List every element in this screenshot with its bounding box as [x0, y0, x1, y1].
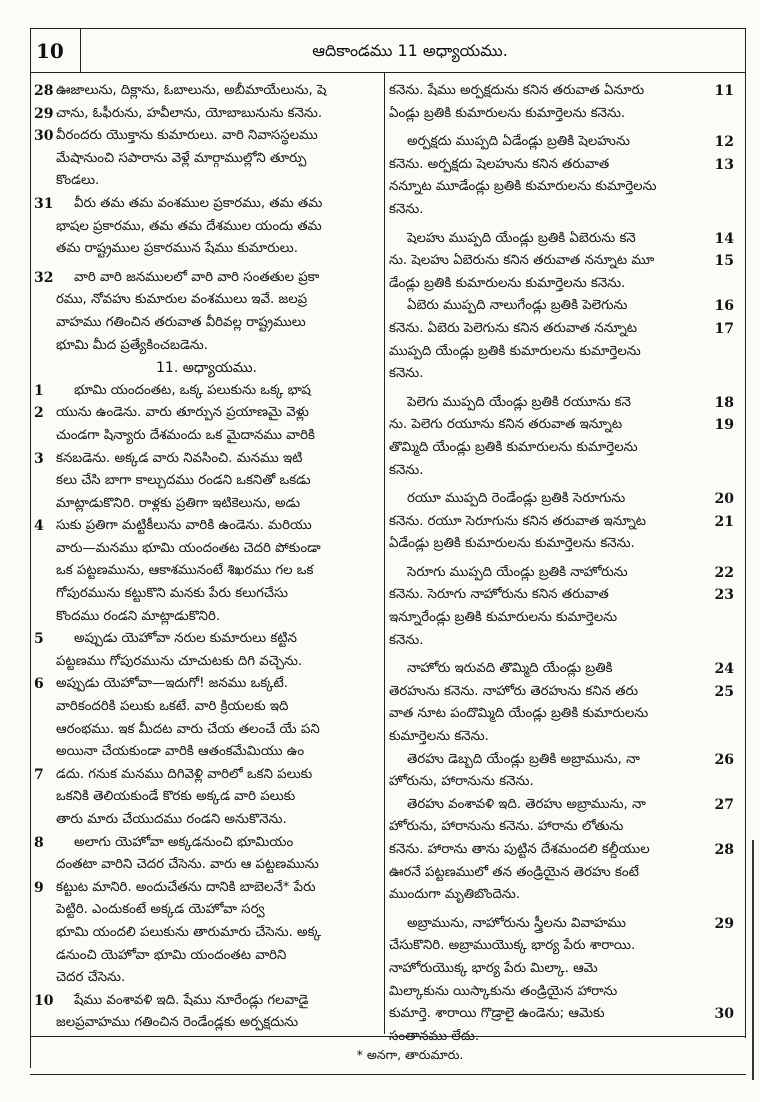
text-line — [389, 228, 734, 251]
text-line — [389, 103, 734, 126]
line-text: కుమార్తెలను కనెను. — [389, 729, 489, 745]
line-text: ఏడేండ్లు బ్రతికి కుమారులను కుమార్తెలను కనెను. — [389, 536, 635, 552]
line-text: భూమి యందలి పలుకును తారుమారు చేసెను. అక్క — [56, 924, 322, 940]
header-rule — [30, 72, 746, 73]
text-line — [389, 884, 734, 907]
line-text: కనెను. హారాను తాను పుట్టిన దేశమందలి కల్దీయుల — [389, 842, 650, 857]
text-line — [389, 584, 734, 607]
text-line — [34, 628, 379, 651]
verse-number: 9 — [34, 879, 44, 896]
line-text: సెరూగు ముప్పది యేండ్లు బ్రతికి నాహోరును — [407, 564, 628, 580]
text-line — [34, 103, 379, 126]
verse-number: 4 — [34, 518, 44, 535]
line-text: చాను, ఓఫీరును, హవీలాను, యోబాబునును కనెను. — [56, 105, 323, 121]
edge-mark — [752, 840, 754, 1080]
line-text: చేసుకొనిరి. అబ్రాముయొక్క భార్య పేరు శారాయి. — [389, 938, 636, 954]
text-line — [389, 199, 734, 222]
verse-number: 19 — [714, 417, 734, 434]
text-line — [389, 295, 734, 318]
text-line — [389, 392, 734, 415]
line-text: మాట్లాడుకొనిరి. రాళ్లకు ప్రతిగా ఇటికెలును, అడు — [56, 495, 301, 511]
verse-number: 6 — [34, 676, 44, 693]
text-line — [34, 493, 379, 516]
verse-number: 27 — [714, 796, 734, 813]
line-text: నాహోరు ఇరువది తొమ్మిది యేండ్లు బ్రతికి — [407, 661, 613, 677]
text-line — [34, 238, 379, 261]
line-text: కనెను. — [389, 462, 424, 478]
text-line — [389, 935, 734, 958]
verse-number: 16 — [714, 298, 734, 315]
text-line — [389, 437, 734, 460]
text-line — [389, 1026, 734, 1049]
text-line — [389, 658, 734, 681]
text-line — [389, 460, 734, 483]
text-line — [389, 913, 734, 936]
text-line — [34, 560, 379, 583]
text-line — [34, 515, 379, 538]
verse-number: 22 — [714, 564, 734, 581]
text-line — [34, 696, 379, 719]
verse-number: 11 — [714, 83, 734, 99]
text-line — [389, 1003, 734, 1026]
verse-number: 12 — [714, 134, 734, 151]
text-line — [389, 414, 734, 437]
text-line — [34, 1012, 379, 1035]
line-text: ఒక పట్టణమును, ఆకాశమునంటే శిఖరము గల ఒక — [56, 563, 314, 579]
verse-number: 8 — [34, 834, 44, 851]
verse-number: 15 — [714, 253, 734, 270]
text-line — [389, 703, 734, 726]
line-text: నాహోరుయొక్క భార్య పేరు మిల్కా. ఆమె — [389, 960, 598, 976]
line-text: ఇన్నూరేండ్లు బ్రతికి కుమారులను కుమార్తెలను — [389, 610, 618, 626]
line-text: యును ఉండెను. వారు తూర్పున ప్రయాణమై వెళ్లు — [56, 405, 309, 421]
line-text: పట్టణము గోపురమును చూచుటకు దిగి వచ్చెను. — [56, 653, 303, 669]
text-line — [34, 80, 379, 103]
verse-number: 31 — [34, 195, 54, 212]
line-text: పెలెగు ముప్పది యేండ్లు బ్రతికి రయూను కనె — [407, 394, 631, 410]
page-number: 10 — [36, 39, 64, 63]
text-line — [34, 990, 379, 1013]
verse-number: 20 — [714, 491, 734, 508]
text-line — [389, 176, 734, 199]
text-line — [34, 216, 379, 239]
line-text: ఏండ్లు బ్రతికి కుమారులను కుమార్తెలను కనెను. — [389, 105, 626, 121]
line-text: డేండ్లు బ్రతికి కుమారులను కుమార్తెలను కనెను. — [389, 275, 626, 291]
verse-number: 18 — [714, 394, 734, 411]
line-text: కలు చేసి బాగా కాల్చుదము రండని ఒకనితో ఒకడు — [56, 473, 311, 489]
line-text: తెరహు వంశావళి ఇది. తెరహు అబ్రామును, నా — [407, 796, 646, 812]
page-header-title: ఆదికాండము 11 అధ్యాయము. — [312, 41, 508, 60]
line-text: తమ రాష్ట్రముల ప్రకారమున షేము కుమారులు. — [56, 241, 298, 257]
line-text: అప్పుడు యెహోవా నరుల కుమారులు కట్టిన — [74, 631, 297, 647]
text-line — [34, 741, 379, 764]
text-line — [389, 250, 734, 273]
line-text: కట్టుట మానిరి. అందుచేతను దానికి బాబెలనే* పేరు — [56, 879, 316, 895]
text-line — [389, 681, 734, 704]
verse-number: 26 — [714, 751, 734, 768]
text-line — [34, 719, 379, 742]
line-text: డదు. గనుక మనము దిగివెళ్లి వారిలో ఒకని పలుకు — [56, 766, 313, 782]
line-text: అలాగు యెహోవా అక్కడనుంచి భూమియం — [74, 834, 294, 850]
line-text: అయినా చేయకుండా వారికి ఆతంకమేమియు ఉం — [56, 744, 305, 760]
text-line — [389, 562, 734, 585]
left-column — [34, 80, 379, 1035]
line-text: నన్నూట మూడేండ్లు బ్రతికి కుమారులను కుమార్తెలను — [389, 179, 657, 195]
text-line — [34, 335, 379, 358]
text-line — [389, 533, 734, 556]
verse-number: 3 — [34, 450, 44, 467]
line-text: వాహము గతించిన తరువాత వీరివల్ల రాష్ట్రములు — [56, 314, 306, 330]
text-line — [34, 899, 379, 922]
line-text: భూమి యందంతట, ఒక్క పలుకును ఒక్క భాష — [74, 382, 311, 398]
text-line — [389, 607, 734, 630]
text-line — [34, 854, 379, 877]
line-text: 11. అధ్యాయము. — [156, 360, 257, 377]
line-text: కనెను. — [389, 366, 424, 382]
line-text: షేము వంశావళి ఇది. షేము నూరేండ్లు గలవాడై — [74, 992, 309, 1008]
verse-number: 2 — [34, 405, 44, 422]
line-text: సుకు ప్రతిగా మట్టికీలును వారికి ఉండెను. మరియు — [56, 518, 312, 534]
verse-number: 10 — [34, 992, 54, 1009]
text-line — [34, 606, 379, 629]
line-text: ఊరనే పట్టణములో తన తండ్రియైన తెరహు కంటే — [389, 864, 639, 880]
verse-number: 30 — [34, 128, 54, 145]
verse-number: 28 — [34, 83, 54, 99]
text-line — [389, 816, 734, 839]
text-line — [34, 470, 379, 493]
line-text: వారి వారి జనములలో వారి వారి సంతతుల ప్రకా — [74, 269, 320, 285]
line-text: అప్పుడు యెహోవా—ఇదుగో! జనము ఒక్కటే. — [56, 676, 289, 692]
text-line — [34, 832, 379, 855]
line-text: వీరందరు యొక్తాను కుమారులు. వారి నివాసస్థలము — [56, 128, 318, 144]
line-text: కనెను. — [389, 201, 424, 217]
text-line — [34, 651, 379, 674]
line-text: పెట్టిరి. ఎందుకంటే అక్కడ యెహోవా సర్వ — [56, 902, 265, 918]
line-text: కనెను. షేము అర్పక్షదును కనిన తరువాత ఏనూరు — [389, 83, 645, 98]
text-line — [389, 981, 734, 1004]
line-text: కొండలు. — [56, 173, 100, 189]
text-line — [34, 448, 379, 471]
line-text: హోరును, హారానును కనెను. — [389, 774, 534, 790]
footnote: * అనగా, తారుమారు. — [356, 1047, 464, 1062]
line-text: కనెను. రయూ సెరూగును కనిన తరువాత ఇన్నూట — [389, 513, 647, 529]
text-line — [389, 726, 734, 749]
verse-number: 7 — [34, 766, 44, 783]
text-line — [34, 764, 379, 787]
line-text: దంతటా వారిని చెదర చేసెను. వారు ఆ పట్టణమును — [56, 857, 319, 873]
line-text: మిల్కాకును యిస్కాకును తండ్రియైన హారాను — [389, 983, 618, 999]
line-text: కుమార్తె. శారాయి గొడ్రాలై ఉండెను; ఆమెకు — [389, 1006, 605, 1022]
text-line — [34, 148, 379, 171]
text-line — [34, 267, 379, 290]
text-line — [389, 318, 734, 341]
bottom-rule — [30, 1074, 746, 1075]
line-text: ముప్పది యేండ్లు బ్రతికి కుమారులను కుమార్తెలను — [389, 343, 641, 359]
text-line — [389, 131, 734, 154]
line-text: చుండగా షిన్యారు దేశమందు ఒక మైదానము వారికి — [56, 427, 315, 443]
header-divider — [80, 28, 81, 72]
verse-number: 1 — [34, 382, 44, 399]
line-text: భూమి మీద ప్రత్యేకించబడెను. — [56, 337, 209, 353]
text-line — [34, 193, 379, 216]
line-text: కనెను. — [389, 632, 424, 648]
right-column — [389, 80, 734, 1048]
text-line — [389, 749, 734, 772]
line-text: షెలహు ముప్పది యేండ్లు బ్రతికి ఏబెరును కనె — [407, 230, 636, 246]
text-line — [34, 425, 379, 448]
line-text: ను. పెలెగు రయూను కనిన తరువాత ఇన్నూట — [389, 417, 623, 433]
frame-right-rule — [745, 28, 746, 1038]
verse-number: 30 — [714, 1006, 734, 1023]
line-text: కొందము రండని మాట్లాడుకొనిరి. — [56, 608, 221, 624]
text-line — [389, 630, 734, 653]
verse-number: 21 — [714, 513, 734, 530]
line-text: కనబడెను. అక్కడ వారు నివసించి. మనము ఇటి — [56, 450, 303, 466]
text-line — [34, 809, 379, 832]
line-text: తొమ్మిది యేండ్లు బ్రతికి కుమారులను కుమార్తెలను — [389, 439, 638, 455]
line-text: రము, నోవహు కుమారుల వంశములు ఇవే. జలప్ర — [56, 292, 308, 308]
line-text: మేషానుంచి సపారాను వెళ్లే మార్గాముల్లోని తూర్పు — [56, 150, 307, 166]
line-text: రయూ ముప్పది రెండేండ్లు బ్రతికి సెరూగును — [407, 491, 626, 507]
text-line — [34, 170, 379, 193]
text-line — [389, 154, 734, 177]
line-text: వారు—మనము భూమి యందంతట చెదరి పోకుండా — [56, 540, 321, 556]
text-line — [389, 363, 734, 386]
line-text: ఊజాలును, దిక్లాను, ఓబాలును, అబీమాయేలును, షె — [56, 83, 327, 98]
text-line — [389, 771, 734, 794]
line-text: అబ్రామును, నాహోరును స్త్రీలను వివాహము — [407, 915, 626, 931]
frame-top-rule — [30, 28, 746, 29]
line-text: ఒకనికి తెలియకుండే కొరకు అక్కడ వారి పలుకు — [56, 789, 296, 805]
frame-left-rule — [30, 28, 31, 1068]
chapter-heading — [34, 357, 379, 380]
verse-number: 5 — [34, 631, 44, 648]
text-line — [34, 967, 379, 990]
line-text: జలప్రవాహము గతించిన రెండేండ్లకు అర్పక్షదును — [56, 1015, 299, 1031]
text-line — [34, 583, 379, 606]
text-line — [34, 538, 379, 561]
line-text: హోరును, హారానును కనెను. హారాను లోతును — [389, 819, 624, 835]
text-line — [34, 922, 379, 945]
line-text: తారు మారు చేయుదము రండని అనుకొనెను. — [56, 812, 287, 827]
text-line — [34, 289, 379, 312]
line-text: అర్పక్షదు ముప్పది ఏడేండ్లు బ్రతికి షెలహును — [407, 134, 630, 150]
line-text: వీరు తమ తమ వంశముల ప్రకారము, తమ తమ — [74, 195, 323, 211]
verse-number: 14 — [714, 230, 734, 247]
verse-number: 29 — [714, 915, 734, 932]
text-line — [34, 125, 379, 148]
line-text: ఏబెరు ముప్పది నాలుగేండ్లు బ్రతికి పెలెగును — [407, 298, 628, 314]
verse-number: 17 — [714, 320, 734, 337]
text-line — [34, 877, 379, 900]
text-line — [389, 862, 734, 885]
verse-number: 29 — [34, 105, 54, 122]
text-line — [389, 488, 734, 511]
verse-number: 32 — [34, 269, 54, 286]
line-text: ముందుగా మృతిబొందెను. — [389, 887, 521, 903]
line-text: కనెను. ఏబెరు పెలెగును కనిన తరువాత నన్నూట — [389, 320, 638, 336]
text-line — [389, 511, 734, 534]
line-text: ను. షెలహు ఏబెరును కనిన తరువాత నన్నూట మూ — [389, 253, 655, 269]
line-text: డనుంచి యెహోవా భూమి యందంతట వారిని — [56, 947, 287, 963]
text-line — [34, 786, 379, 809]
text-line — [34, 402, 379, 425]
line-text: తెరహును కనెను. నాహోరు తెరహును కనిన తరు — [389, 683, 639, 699]
line-text: వారికందరికి పలుకు ఒకటే. వారి క్రియలకు ఇది — [56, 699, 289, 715]
line-text: తెరహు డెబ్బది యేండ్లు బ్రతికి అబ్రామును, నా — [407, 751, 640, 767]
text-line — [34, 673, 379, 696]
verse-number: 13 — [714, 156, 734, 173]
line-text: కనెను. సెరూగు నాహోరును కనిన తరువాత — [389, 587, 609, 603]
verse-number: 23 — [714, 587, 734, 604]
text-line — [389, 273, 734, 296]
verse-number: 24 — [714, 661, 734, 678]
text-line — [389, 80, 734, 103]
text-line — [389, 341, 734, 364]
line-text: చెదర చేసెను. — [56, 970, 126, 986]
line-text: వాత నూట పందొమ్మిది యేండ్లు బ్రతికి కుమారులను — [389, 706, 649, 722]
text-line — [34, 380, 379, 403]
text-line — [389, 958, 734, 981]
line-text: గోపురమును కట్టుకొని మనకు పేరు కలుగచేసు — [56, 586, 288, 602]
line-text: సంతానము లేదు. — [389, 1028, 480, 1044]
line-text: భాషల ప్రకారము, తమ తమ దేశముల యందు తమ — [56, 218, 322, 234]
text-line — [389, 794, 734, 817]
line-text: ఆరంభము. ఇక మీదట వారు చేయ తలంచే యే పని — [56, 721, 320, 737]
verse-number: 25 — [714, 683, 734, 700]
text-line — [34, 312, 379, 335]
column-divider — [384, 72, 385, 1034]
line-text: కనెను. అర్పక్షదు షెలహును కనిన తరువాత — [389, 156, 610, 172]
text-line — [389, 839, 734, 862]
verse-number: 28 — [714, 842, 734, 858]
text-line — [34, 945, 379, 968]
